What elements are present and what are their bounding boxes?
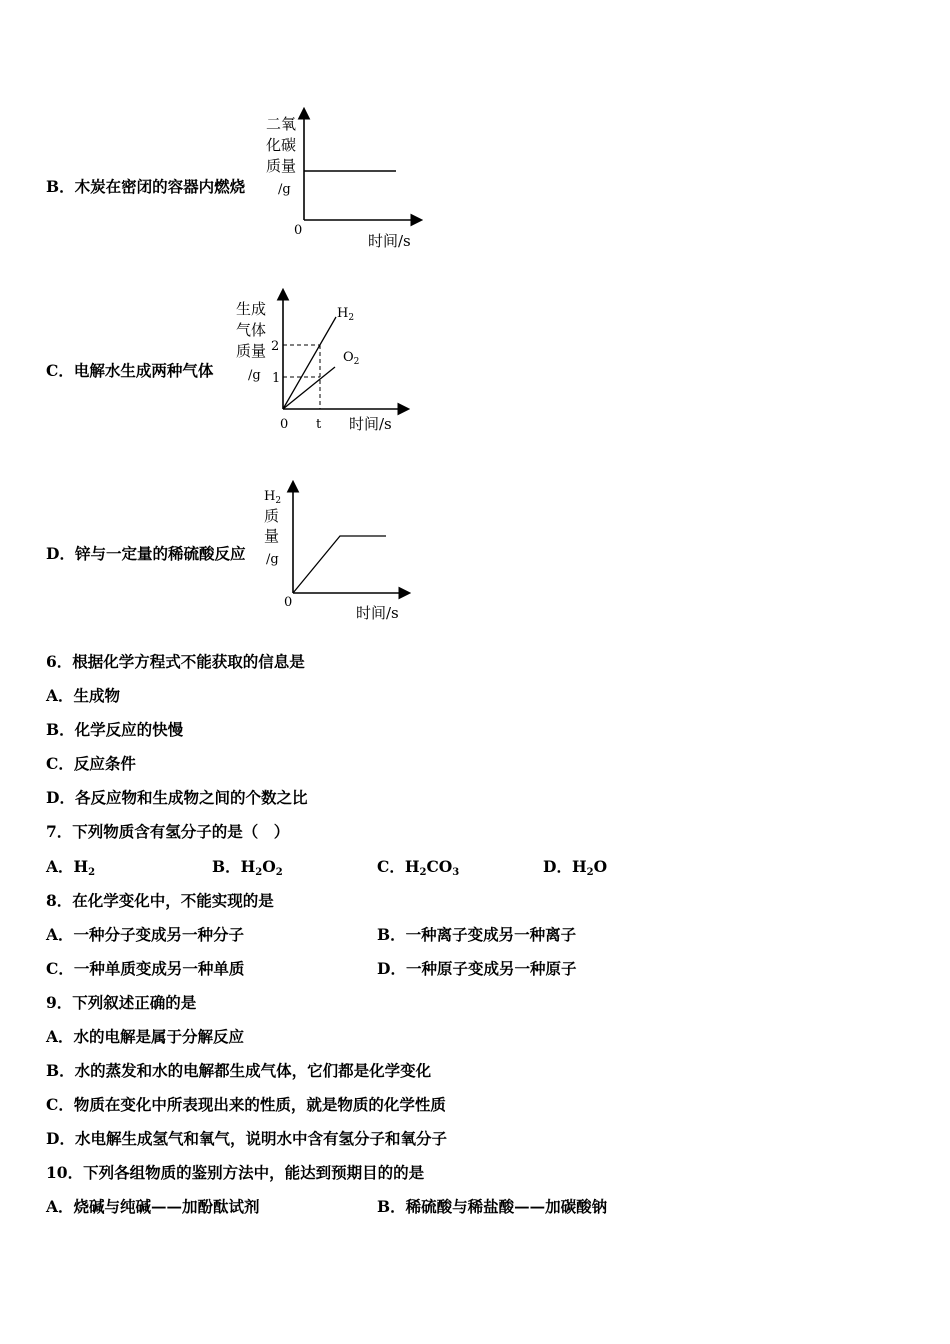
tick-2: 2 bbox=[271, 339, 280, 354]
q9-option-a: A．水的电解是属于分解反应 bbox=[46, 1027, 245, 1046]
option-d-label: D．锌与一定量的稀硫酸反应 bbox=[46, 544, 246, 563]
option-b-label: B．木炭在密闭的容器内燃烧 bbox=[46, 177, 246, 196]
graph-c-electrolysis bbox=[232, 283, 422, 438]
tick-1: 1 bbox=[272, 371, 281, 386]
q9-option-b: B．水的蒸发和水的电解都生成气体，它们都是化学变化 bbox=[46, 1061, 432, 1080]
h2-mass-curve bbox=[293, 536, 386, 593]
q8-stem: 8．在化学变化中，不能实现的是 bbox=[46, 891, 274, 910]
h2-series-label: $H_2$ bbox=[337, 306, 355, 323]
y-label-unit: /g bbox=[248, 368, 261, 383]
q10-option-b: B．稀硫酸与稀盐酸——加碳酸钠 bbox=[377, 1197, 608, 1216]
q6-option-c: C．反应条件 bbox=[46, 754, 136, 773]
q6-option-a: A．生成物 bbox=[46, 686, 121, 705]
x-axis-label: 时间/s bbox=[368, 232, 411, 250]
y-label-line1: 质 bbox=[264, 507, 280, 525]
y-label-unit: /g bbox=[266, 552, 279, 567]
q8-option-a: A．一种分子变成另一种分子 bbox=[46, 925, 245, 944]
q7-stem: 7．下列物质含有氢分子的是（ ） bbox=[46, 822, 290, 841]
y-label-line1: 生成 bbox=[236, 300, 267, 318]
q9-option-d: D．水电解生成氢气和氧气，说明水中含有氢分子和氧分子 bbox=[46, 1129, 447, 1148]
q8-option-d: D．一种原子变成另一种原子 bbox=[377, 959, 577, 978]
q7-option-d: D．$H_2O$ bbox=[543, 857, 608, 878]
q10-stem: 10．下列各组物质的鉴别方法中，能达到预期目的的是 bbox=[46, 1163, 425, 1182]
q9-stem: 9．下列叙述正确的是 bbox=[46, 993, 197, 1012]
origin-label: 0 bbox=[294, 223, 303, 238]
x-axis-label: 时间/s bbox=[349, 415, 392, 433]
y-label-unit: /g bbox=[278, 182, 291, 197]
q6-stem: 6．根据化学方程式不能获取的信息是 bbox=[46, 652, 305, 671]
q10-option-a: A．烧碱与纯碱——加酚酞试剂 bbox=[46, 1197, 260, 1216]
graph-d-zinc-acid bbox=[258, 477, 428, 627]
option-c-label: C．电解水生成两种气体 bbox=[46, 361, 214, 380]
y-label-h2: $H_2$ bbox=[264, 489, 282, 506]
o2-series-label: $O_2$ bbox=[343, 350, 360, 367]
y-label-line3: 质量 bbox=[236, 342, 267, 360]
q6-option-d: D．各反应物和生成物之间的个数之比 bbox=[46, 788, 308, 807]
tick-t: t bbox=[316, 417, 322, 432]
y-label-line2: 化碳 bbox=[266, 136, 297, 154]
y-label-line2: 气体 bbox=[236, 321, 267, 339]
q7-option-c: C．$H_2CO_3$ bbox=[377, 857, 460, 878]
origin-label: 0 bbox=[284, 595, 293, 610]
q7-option-a: A．$H_2$ bbox=[46, 857, 96, 878]
y-label-line3: 质量 bbox=[266, 157, 297, 175]
q8-option-b: B．一种离子变成另一种离子 bbox=[377, 925, 577, 944]
x-axis-label: 时间/s bbox=[356, 604, 399, 622]
q8-option-c: C．一种单质变成另一种单质 bbox=[46, 959, 245, 978]
h2-line bbox=[283, 317, 336, 409]
y-label-line1: 二氧 bbox=[266, 115, 297, 133]
o2-line bbox=[283, 367, 335, 409]
q7-option-b: B．$H_2O_2$ bbox=[212, 857, 283, 878]
q6-option-b: B．化学反应的快慢 bbox=[46, 720, 184, 739]
origin-label: 0 bbox=[280, 417, 289, 432]
q9-option-c: C．物质在变化中所表现出来的性质，就是物质的化学性质 bbox=[46, 1095, 446, 1114]
graph-b-co2-mass bbox=[262, 102, 442, 252]
y-label-line2: 量 bbox=[264, 527, 280, 545]
